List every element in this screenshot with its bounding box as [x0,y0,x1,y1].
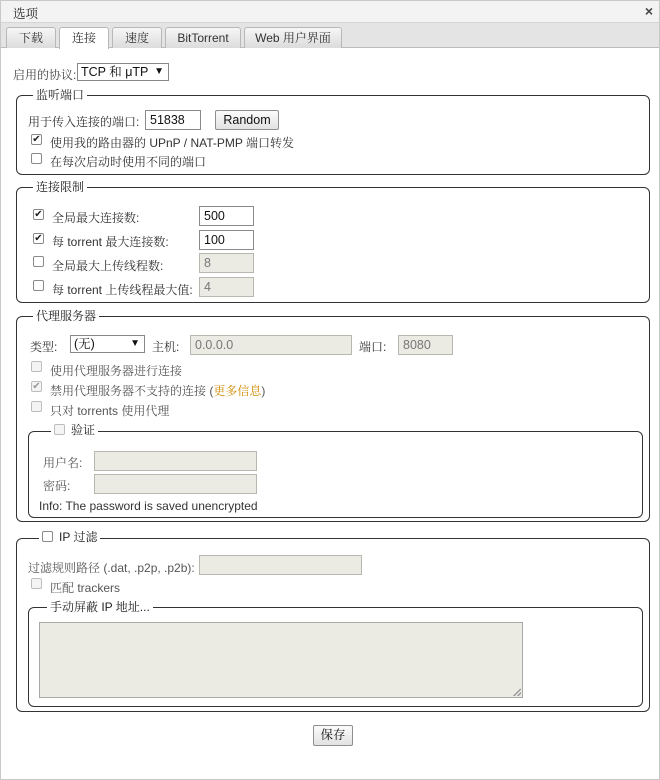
auth-legend [51,423,98,437]
proxy-type-value: (无) [74,337,95,351]
disable-unsupported-text: 禁用代理服务器不支持的连接 ( [50,384,214,398]
tab-webui[interactable]: Web 用户界面 [244,27,342,48]
proxy-legend: 代理服务器 [33,309,99,323]
disable-unsupported-checkbox[interactable]: ✔ [32,381,41,392]
save-button[interactable]: 保存 [313,725,353,746]
tab-connection[interactable]: 连接 [59,27,109,49]
tab-downloads[interactable]: 下载 [6,27,56,48]
upnp-checkbox[interactable]: ✔ [32,134,41,145]
proxy-torrents-only-checkbox[interactable] [31,401,42,412]
per-torrent-max-uploads-checkbox[interactable] [33,280,44,291]
resize-handle-icon[interactable] [513,688,521,696]
ip-filter-legend-label: IP 过滤 [59,530,98,544]
password-label: 密码: [43,479,71,493]
banned-ips-textarea[interactable] [39,622,523,698]
random-each-start-label: 在每次启动时使用不同的端口 [50,155,207,169]
proxy-port-input[interactable]: 8080 [398,335,453,355]
connection-limits-legend: 连接限制 [33,180,87,194]
window-title: 选项 [13,7,39,21]
proxy-peer-connections-checkbox[interactable] [31,361,42,372]
listen-port-legend: 监听端口 [33,88,87,102]
port-label: 用于传入连接的端口: [28,115,140,129]
tab-bar [1,23,659,48]
close-paren: ) [261,384,266,398]
random-port-button[interactable]: Random [215,110,279,130]
ip-filter-legend [39,530,100,544]
filter-path-label: 过滤规则路径 (.dat, .p2p, .p2b): [28,561,195,575]
title-bar [1,1,659,23]
global-max-connections-checkbox[interactable]: ✔ [34,209,43,220]
global-max-uploads-label: 全局最大上传线程数: [52,259,164,273]
chevron-down-icon: ▼ [154,66,164,77]
match-trackers-label: 匹配 trackers [50,581,121,595]
protocol-select-value: TCP 和 μTP [81,65,149,79]
proxy-host-label: 主机: [152,340,180,354]
username-label: 用户名: [43,456,83,470]
per-torrent-max-uploads-label: 每 torrent 上传线程最大值: [52,283,193,297]
protocol-select[interactable] [77,63,169,81]
close-icon[interactable]: × [644,3,653,19]
per-torrent-max-connections-input[interactable]: 100 [199,230,254,250]
proxy-type-label: 类型: [30,340,58,354]
port-input[interactable]: 51838 [145,110,201,130]
proxy-peer-connections-label: 使用代理服务器进行连接 [50,364,183,378]
password-info-text: Info: The password is saved unencrypted [39,499,258,513]
global-max-uploads-checkbox[interactable] [33,256,44,267]
username-input[interactable] [94,451,257,471]
proxy-host-input[interactable]: 0.0.0.0 [190,335,352,355]
upnp-label: 使用我的路由器的 UPnP / NAT-PMP 端口转发 [50,136,295,150]
match-trackers-checkbox[interactable] [31,578,42,589]
random-each-start-checkbox[interactable] [31,153,42,164]
global-max-connections-label: 全局最大连接数: [52,211,140,225]
global-max-connections-input[interactable]: 500 [199,206,254,226]
tab-bittorrent[interactable]: BitTorrent [165,27,241,48]
more-info-link[interactable]: 更多信息 [213,384,262,398]
per-torrent-max-connections-label: 每 torrent 最大连接数: [52,235,169,249]
auth-checkbox[interactable] [54,424,65,435]
password-input[interactable] [94,474,257,494]
per-torrent-max-connections-checkbox[interactable]: ✔ [34,233,43,244]
chevron-down-icon: ▼ [130,338,140,349]
ip-filter-checkbox[interactable] [42,531,53,542]
tab-speed[interactable]: 速度 [112,27,162,48]
banned-ips-legend: 手动屏蔽 IP 地址... [47,600,153,614]
filter-path-input[interactable] [199,555,362,575]
protocol-label: 启用的协议: [13,68,77,82]
disable-unsupported-label [50,382,265,399]
per-torrent-max-uploads-input[interactable]: 4 [199,277,254,297]
auth-legend-label: 验证 [71,423,96,437]
proxy-torrents-only-label: 只对 torrents 使用代理 [50,404,170,418]
proxy-type-select[interactable] [70,335,145,353]
global-max-uploads-input[interactable]: 8 [199,253,254,273]
proxy-port-label: 端口: [359,340,387,354]
